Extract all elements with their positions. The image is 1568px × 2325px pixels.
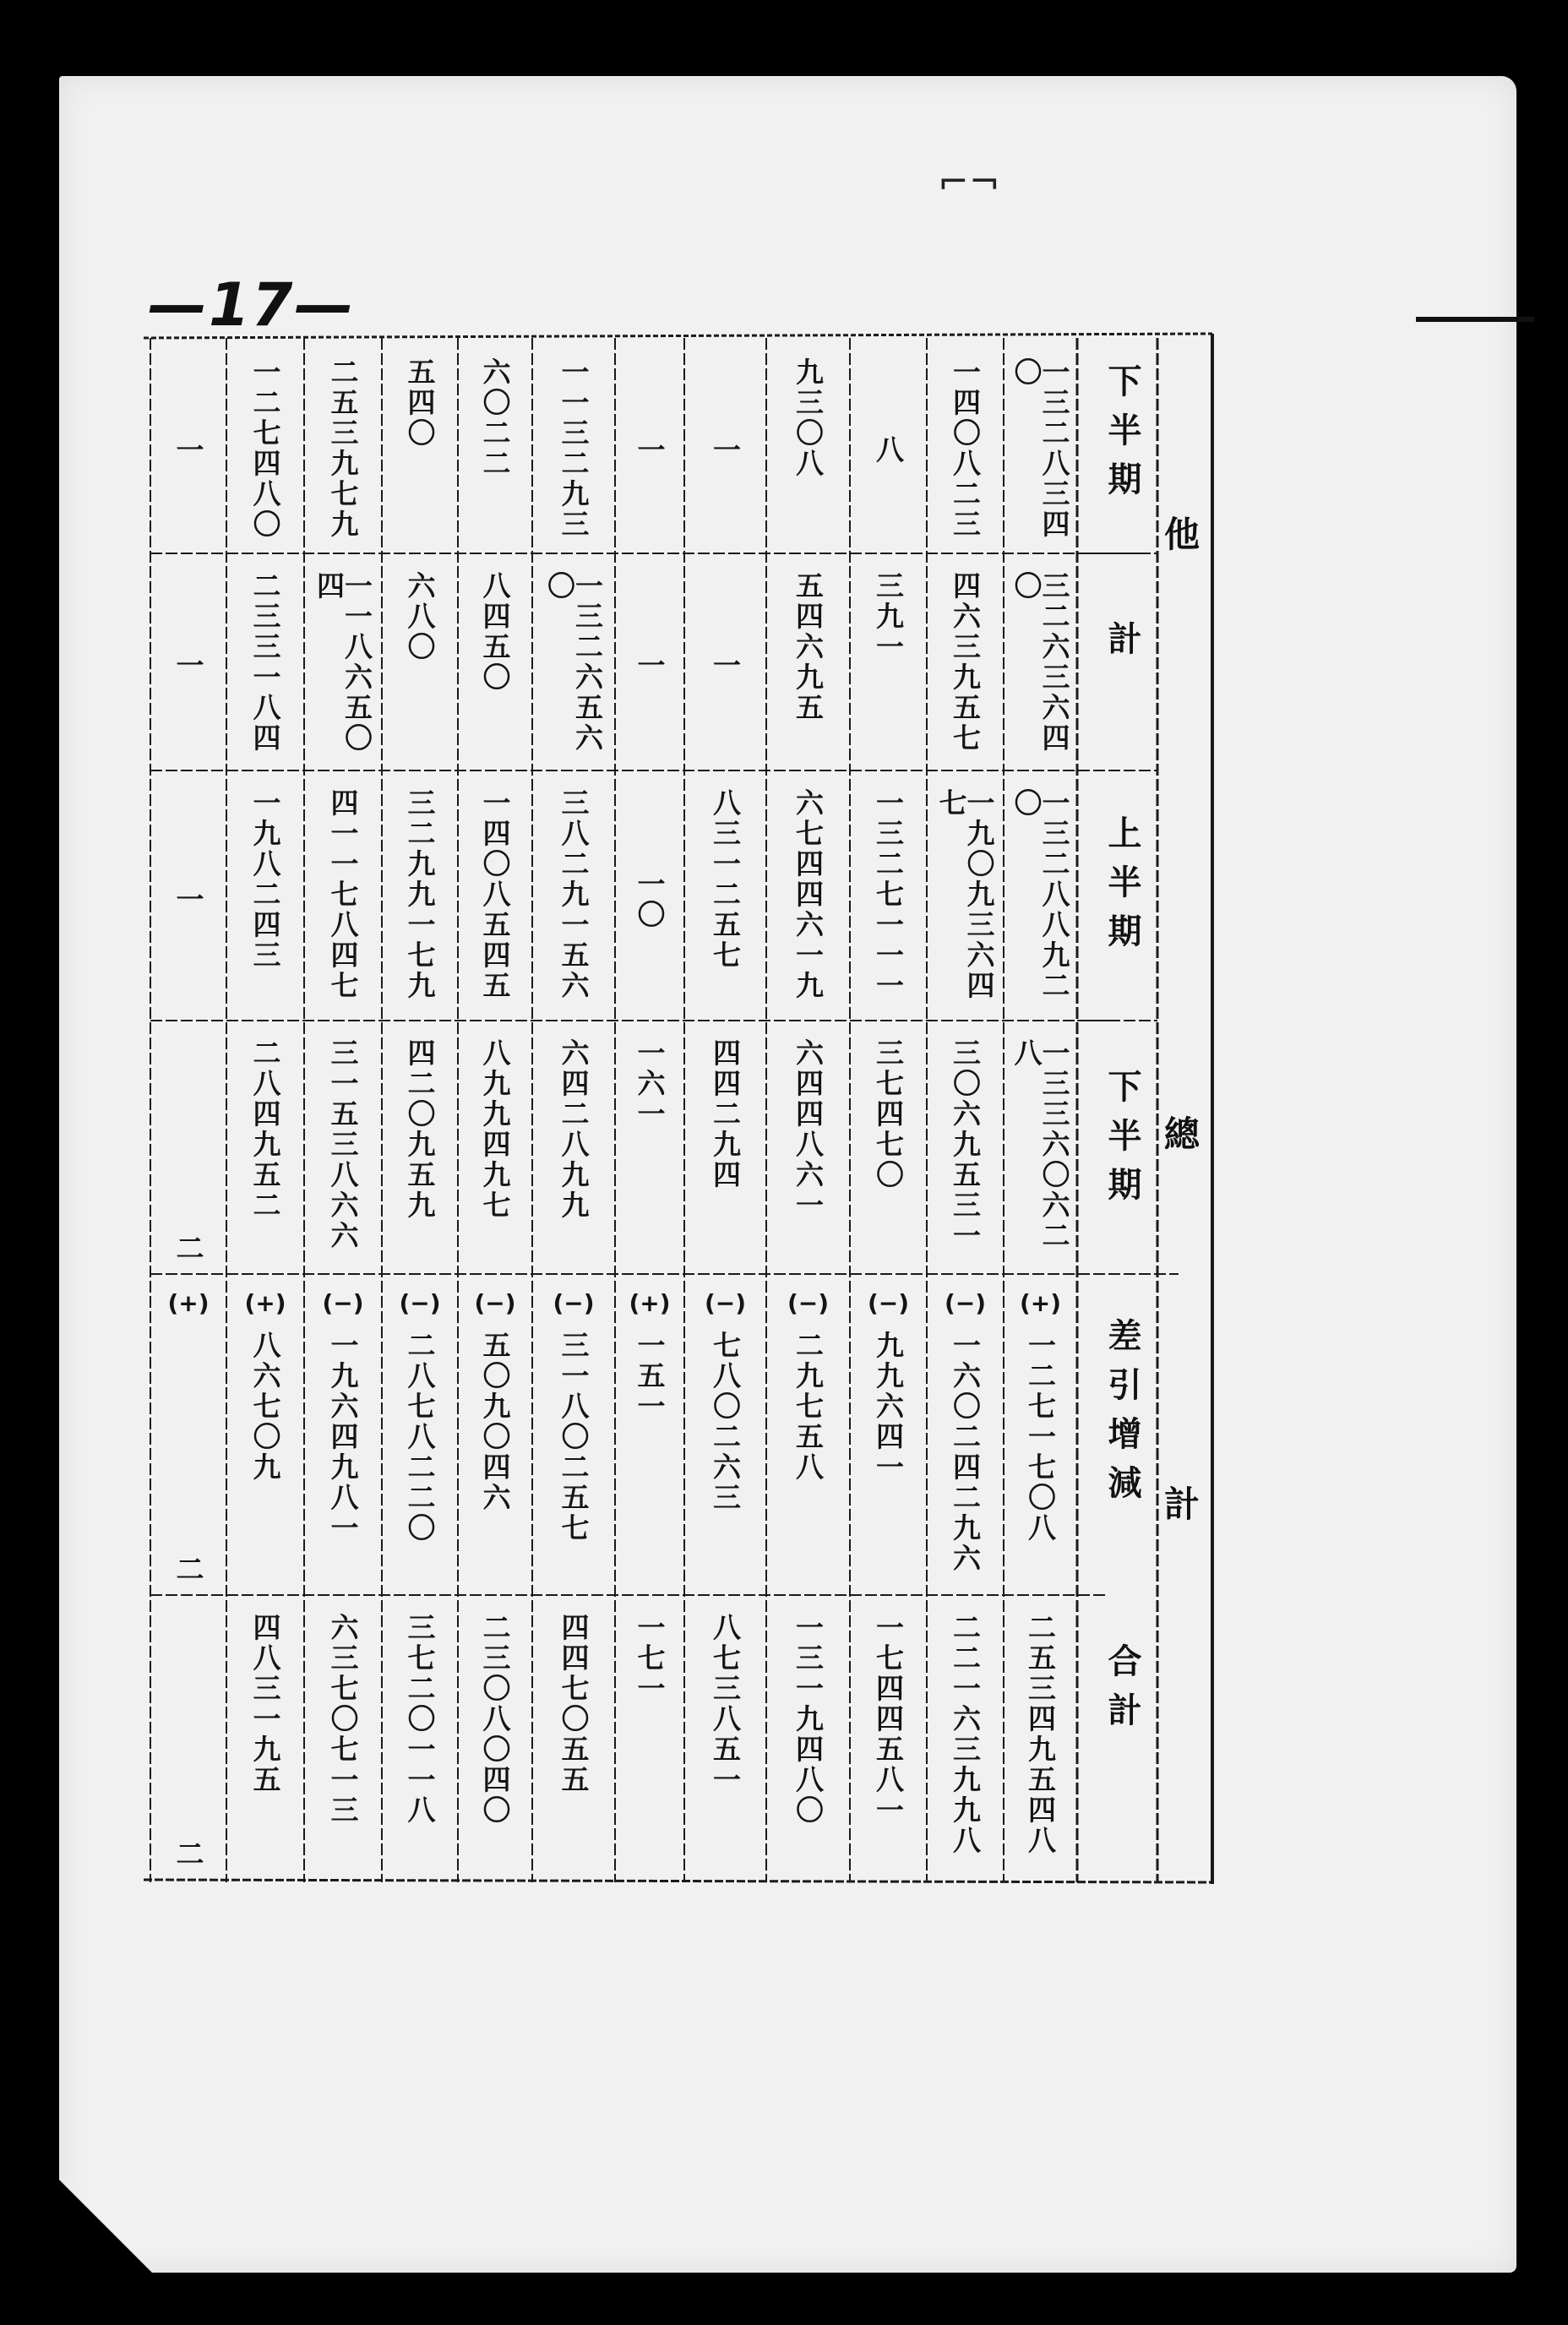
- group-label-total: 總: [1164, 1113, 1200, 1155]
- page-number: —17—: [148, 270, 356, 340]
- table-cell-first-half: [532, 788, 615, 1010]
- cell-value: 六七四四六一九: [792, 788, 825, 1001]
- table-cell-grand-total: [766, 1613, 850, 1870]
- cell-value: 一三一九四八〇: [792, 1613, 825, 1826]
- cell-value: 一六〇二四二九六: [949, 1331, 982, 1574]
- table-cell-first-half: [226, 788, 304, 1010]
- table-cell-second-half-total: [382, 1038, 458, 1264]
- table-cell-second-half-total: [304, 1038, 382, 1264]
- cell-value: 八七三八五一: [709, 1613, 742, 1795]
- cell-value: 三七四七〇: [872, 1038, 905, 1190]
- table-cell-second-half-total: [226, 1038, 304, 1264]
- table-cell-first-half: [684, 788, 766, 1010]
- row-header-difference: 差引增減: [1102, 1318, 1142, 1514]
- table-cell-subtotal: [382, 571, 458, 760]
- table-cell-difference: [850, 1289, 927, 1585]
- cell-value: 三〇六九五三一: [949, 1038, 982, 1251]
- table-cell-first-half: [850, 788, 927, 1010]
- table-cell-subtotal: [532, 571, 615, 760]
- cell-value: 一: [172, 884, 205, 915]
- table-cell-grand-total: [615, 1613, 684, 1870]
- cell-value: 八九九四九七: [478, 1038, 512, 1221]
- table-cell-subtotal: [304, 571, 382, 760]
- cell-value: 五〇九〇四六: [478, 1331, 512, 1513]
- cell-value: 九九六四一: [872, 1331, 905, 1483]
- table-cell-difference: [766, 1289, 850, 1585]
- table-cell-second-half: [615, 357, 684, 543]
- cell-value: 一三三六〇六二八: [1010, 1038, 1071, 1251]
- table-cell-difference: [304, 1289, 382, 1585]
- table-cell-difference: [927, 1289, 1004, 1585]
- table-cell-difference: [1004, 1289, 1077, 1585]
- cell-value: 一九〇九三六四七: [934, 788, 996, 1001]
- cell-value: 四六三九五七: [949, 571, 982, 754]
- table-cell-first-half: [927, 788, 1004, 1010]
- row-header-second-half: 下半期: [1102, 363, 1142, 510]
- cell-value: 六八〇: [403, 571, 437, 662]
- table-cell-difference: [226, 1289, 304, 1585]
- cell-value: 四八三一九五: [248, 1613, 282, 1795]
- cell-value: 八六七〇九: [248, 1331, 282, 1483]
- row-header-first-half: 上半期: [1102, 815, 1142, 962]
- table-cell-first-half: [1004, 788, 1077, 1010]
- cell-value: 一七四四五八一: [872, 1613, 905, 1826]
- table-cell-grand-total: [150, 1613, 226, 1870]
- cell-value: 三八二九一五六: [557, 788, 591, 1001]
- table-cell-second-half-total: [532, 1038, 615, 1264]
- table-cell-subtotal: [850, 571, 927, 760]
- cell-value: 一二七四八〇: [248, 357, 282, 540]
- table-cell-grand-total: [850, 1613, 927, 1870]
- table-cell-second-half-total: [766, 1038, 850, 1264]
- table-cell-second-half-total: [458, 1038, 532, 1264]
- sign-indicator: (−): [867, 1289, 910, 1317]
- cell-value: 一七一: [633, 1613, 667, 1704]
- table-cell-first-half: [766, 788, 850, 1010]
- cell-value: 二: [172, 1233, 205, 1264]
- table-cell-second-half-total: [684, 1038, 766, 1264]
- cell-value: 三七二〇一一八: [403, 1613, 437, 1826]
- table-cell-second-half-total: [850, 1038, 927, 1264]
- table-cell-subtotal: [927, 571, 1004, 760]
- cell-value: 三二六三六四〇: [1010, 571, 1071, 754]
- cell-value: 一: [709, 435, 742, 466]
- cell-value: 五四〇: [403, 357, 437, 449]
- cell-value: 八: [872, 435, 905, 466]
- cell-value: 一三二八三四〇: [1010, 357, 1071, 540]
- table-cell-difference: [615, 1289, 684, 1585]
- scan-mark: ⌐¬: [938, 161, 1000, 204]
- cell-value: 四二〇九五九: [403, 1038, 437, 1221]
- table-cell-difference: [458, 1289, 532, 1585]
- table-cell-difference: [532, 1289, 615, 1585]
- cell-value: 一: [633, 651, 667, 681]
- cell-value: 四四二九四: [709, 1038, 742, 1190]
- table-cell-second-half: [850, 357, 927, 543]
- sign-indicator: (−): [704, 1289, 747, 1317]
- cell-value: 二八四九五二: [248, 1038, 282, 1221]
- cell-value: 一四〇八五四五: [478, 788, 512, 1001]
- cell-value: 二三〇八〇四〇: [478, 1613, 512, 1826]
- table-cell-subtotal: [766, 571, 850, 760]
- cell-value: 二: [172, 1839, 205, 1870]
- sign-indicator: (−): [787, 1289, 830, 1317]
- cell-value: 一三二七一一一: [872, 788, 905, 1001]
- table-cell-grand-total: [382, 1613, 458, 1870]
- sign-indicator: (+): [629, 1289, 671, 1317]
- cell-value: 八三一二五七: [709, 788, 742, 971]
- table-cell-second-half: [226, 357, 304, 543]
- group-label-sum: 計: [1164, 1484, 1200, 1525]
- cell-value: 二二一六三九九八: [949, 1613, 982, 1856]
- table-cell-second-half: [532, 357, 615, 543]
- sign-indicator: (−): [399, 1289, 441, 1317]
- table-cell-second-half: [1004, 357, 1077, 543]
- sign-indicator: (+): [244, 1289, 286, 1317]
- table-cell-difference: [150, 1289, 226, 1585]
- table-cell-difference: [382, 1289, 458, 1585]
- cell-value: 二五三九七九: [326, 357, 360, 540]
- table-cell-second-half-total: [927, 1038, 1004, 1264]
- cell-value: 一六一: [633, 1038, 667, 1130]
- sign-indicator: (+): [1019, 1289, 1062, 1317]
- cell-value: 二九七五八: [792, 1331, 825, 1483]
- table-cell-first-half: [304, 788, 382, 1010]
- table-cell-second-half: [766, 357, 850, 543]
- row-header-second-half-total: 下半期: [1102, 1069, 1142, 1216]
- table-cell-subtotal: [150, 571, 226, 760]
- cell-value: 六三七〇七一三: [326, 1613, 360, 1826]
- table-cell-first-half: [615, 788, 684, 1010]
- table-cell-grand-total: [226, 1613, 304, 1870]
- cell-value: 二: [172, 1555, 205, 1585]
- table-cell-second-half-total: [1004, 1038, 1077, 1264]
- cell-value: 一: [172, 435, 205, 466]
- cell-value: 二三三一八四: [248, 571, 282, 754]
- group-label-other: 他: [1164, 514, 1200, 555]
- cell-value: 二八七八二二〇: [403, 1331, 437, 1544]
- cell-value: 九三〇八: [792, 357, 825, 479]
- table-cell-first-half: [458, 788, 532, 1010]
- row-header-subtotal: 計: [1102, 621, 1142, 670]
- table-cell-first-half: [150, 788, 226, 1010]
- table-cell-subtotal: [1004, 571, 1077, 760]
- cell-value: 七八〇二六三: [709, 1331, 742, 1513]
- table-cell-subtotal: [458, 571, 532, 760]
- sign-indicator: (−): [553, 1289, 595, 1317]
- cell-value: 四一一七八四七: [326, 788, 360, 1001]
- table-cell-second-half: [927, 357, 1004, 543]
- table-cell-second-half: [458, 357, 532, 543]
- cell-value: 一: [172, 651, 205, 681]
- cell-value: 一一三二九三: [557, 357, 591, 540]
- cell-value: 六四四八六一: [792, 1038, 825, 1221]
- cell-value: 六〇二二: [478, 357, 512, 479]
- cell-value: 一九八二四三: [248, 788, 282, 971]
- cell-value: 一一八六五〇四: [313, 571, 373, 754]
- cell-value: 一二七一七〇八: [1024, 1331, 1057, 1544]
- table-cell-second-half: [304, 357, 382, 543]
- sign-indicator: (−): [474, 1289, 516, 1317]
- cell-value: 三九一: [872, 571, 905, 662]
- table-cell-difference: [684, 1289, 766, 1585]
- table-cell-second-half-total: [615, 1038, 684, 1264]
- row-header-grand-total: 合計: [1102, 1643, 1142, 1741]
- cell-value: 一〇: [633, 868, 667, 930]
- sign-indicator: (+): [167, 1289, 210, 1317]
- cell-value: 一: [709, 651, 742, 681]
- cell-value: 一三二六五六〇: [543, 571, 604, 754]
- table-cell-grand-total: [1004, 1613, 1077, 1870]
- table-cell-subtotal: [226, 571, 304, 760]
- table-cell-grand-total: [684, 1613, 766, 1870]
- table-cell-grand-total: [304, 1613, 382, 1870]
- cell-value: 一: [633, 435, 667, 466]
- cell-value: 三二九九一七九: [403, 788, 437, 1001]
- table-cell-second-half-total: [150, 1038, 226, 1264]
- table-cell-grand-total: [458, 1613, 532, 1870]
- table-cell-grand-total: [927, 1613, 1004, 1870]
- table-cell-second-half: [150, 357, 226, 543]
- cell-value: 四四七〇五五: [557, 1613, 591, 1795]
- table-cell-second-half: [382, 357, 458, 543]
- table-cell-subtotal: [615, 571, 684, 760]
- sign-indicator: (−): [322, 1289, 364, 1317]
- cell-value: 一四〇八二三: [949, 357, 982, 540]
- cell-value: 六四二八九九: [557, 1038, 591, 1221]
- sign-indicator: (−): [944, 1289, 987, 1317]
- table-cell-grand-total: [532, 1613, 615, 1870]
- table-cell-second-half: [684, 357, 766, 543]
- cell-value: 一五一: [633, 1331, 667, 1422]
- table-cell-subtotal: [684, 571, 766, 760]
- cell-value: 八四五〇: [478, 571, 512, 693]
- cell-value: 三一八〇二五七: [557, 1331, 591, 1544]
- cell-value: 一三二八八九二〇: [1010, 788, 1071, 1001]
- cell-value: 三一五三八六六: [326, 1038, 360, 1251]
- table-cell-first-half: [382, 788, 458, 1010]
- cell-value: 二五三四九五四八: [1024, 1613, 1057, 1856]
- cell-value: 一九六四九八一: [326, 1331, 360, 1544]
- cell-value: 五四六九五: [792, 571, 825, 723]
